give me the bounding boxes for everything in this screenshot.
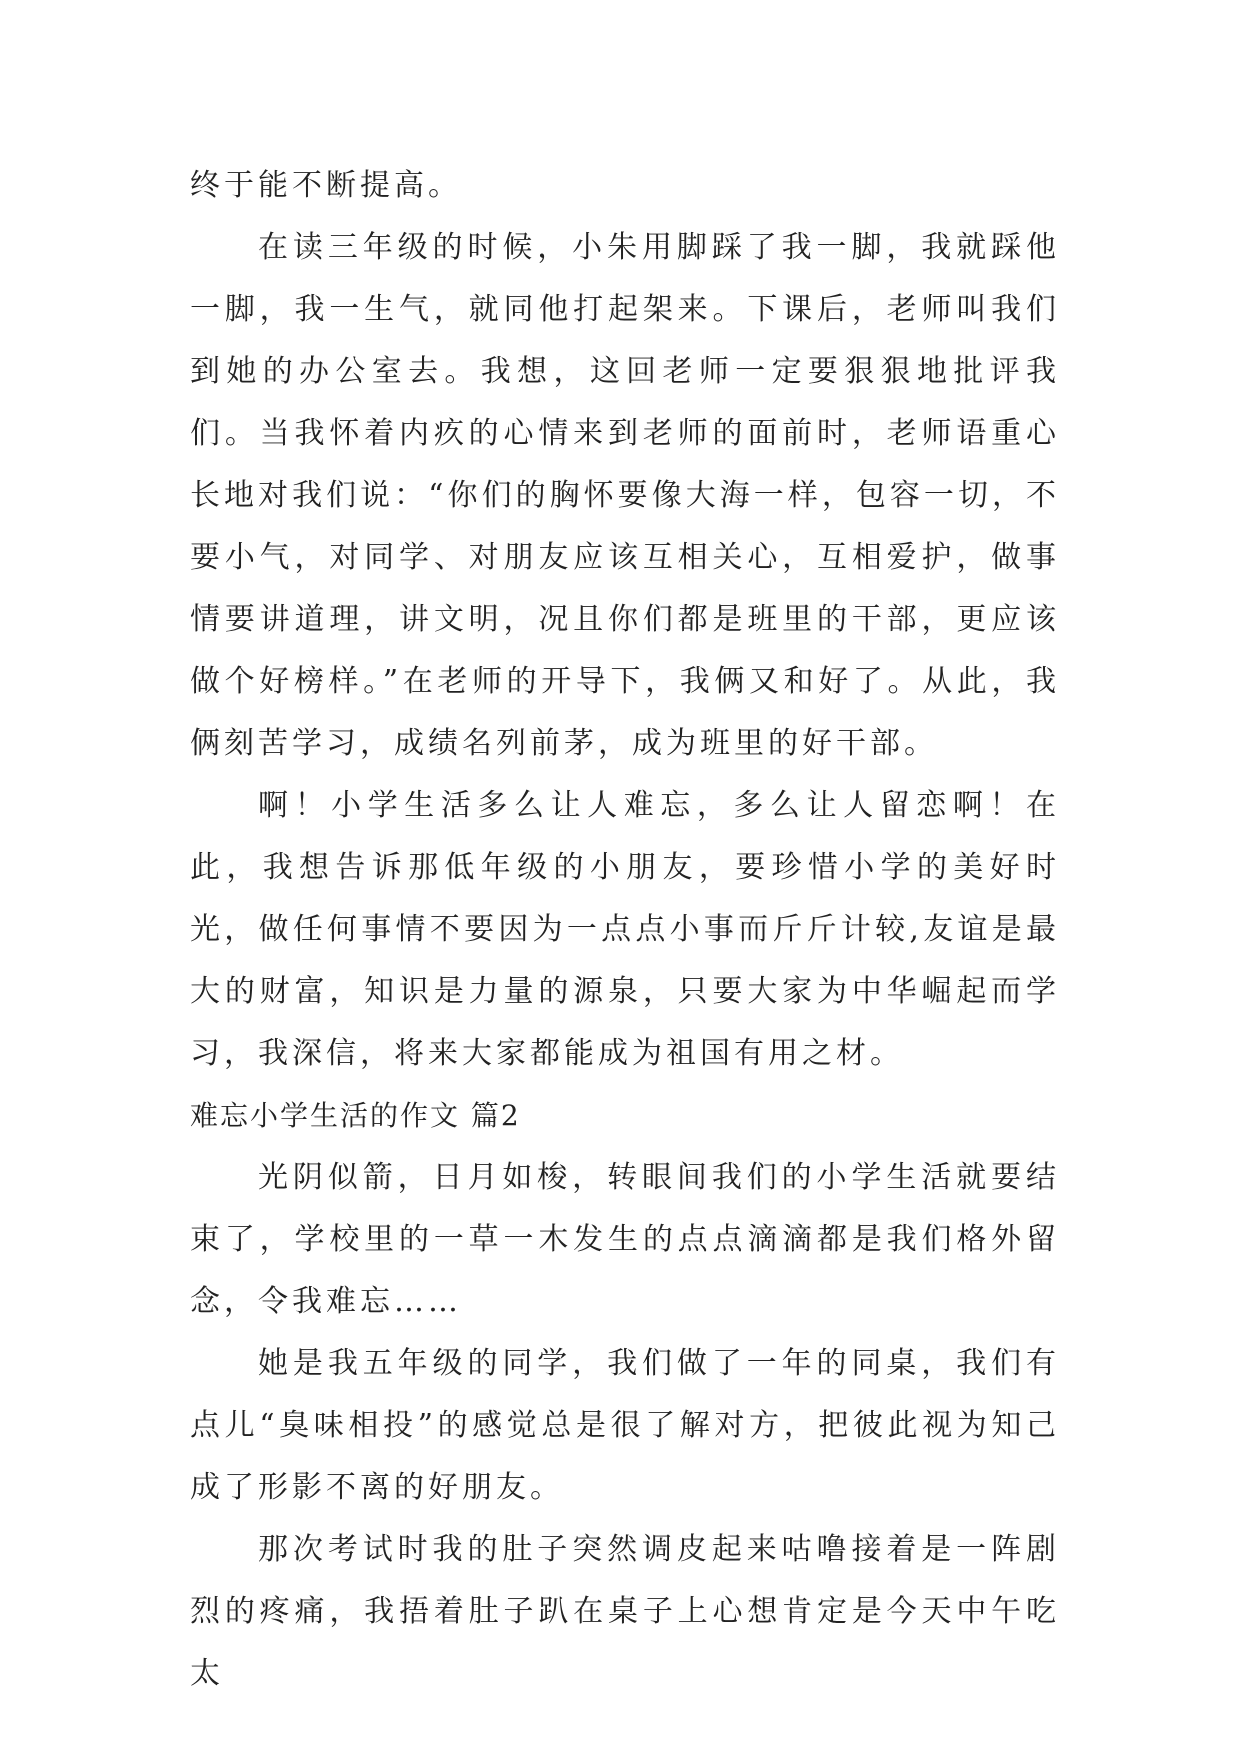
paragraph-1: 终于能不断提高。 — [190, 168, 462, 203]
paragraph-5: 她是我五年级的同学，我们做了一年的同桌，我们有点儿“臭味相投”的感觉总是很了解对方，把彼此视为知己成了形影不离的好朋友。 — [190, 1346, 1060, 1505]
paragraph-3: 啊！小学生活多么让人难忘，多么让人留恋啊！在此，我想告诉那低年级的小朋友，要珍惜小学的美好时光，做任何事情不要因为一点点小事而斤斤计较,友谊是最大的财富，知识是力量的源泉，只要大家为中华崛起而学习，我深信，将来大家都能成为祖国有用之材。 — [190, 788, 1060, 1071]
paragraph-6: 那次考试时我的肚子突然调皮起来咕噜接着是一阵剧烈的疼痛，我捂着肚子趴在桌子上心想肯定是今天中午吃太 — [190, 1532, 1060, 1691]
document-body — [190, 155, 1060, 1705]
section-heading: 难忘小学生活的作文 篇2 — [190, 1099, 521, 1132]
paragraph-4: 光阴似箭，日月如梭，转眼间我们的小学生活就要结束了，学校里的一草一木发生的点点滴滴都是我们格外留念，令我难忘…… — [190, 1160, 1060, 1319]
paragraph-2: 在读三年级的时候，小朱用脚踩了我一脚，我就踩他一脚，我一生气，就同他打起架来。下课后，老师叫我们到她的办公室去。我想，这回老师一定要狠狠地批评我们。当我怀着内疚的心情来到老师的面前时，老师语重心长地对我们说：“你们的胸怀要像大海一样，包容一切，不要小气，对同学、对朋友应该互相关心，互相爱护，做事情要讲道理，讲文明，况且你们都是班里的干部，更应该做个好榜样。”在老师的开导下，我俩又和好了。从此，我俩刻苦学习，成绩名列前茅，成为班里的好干部。 — [190, 230, 1060, 761]
